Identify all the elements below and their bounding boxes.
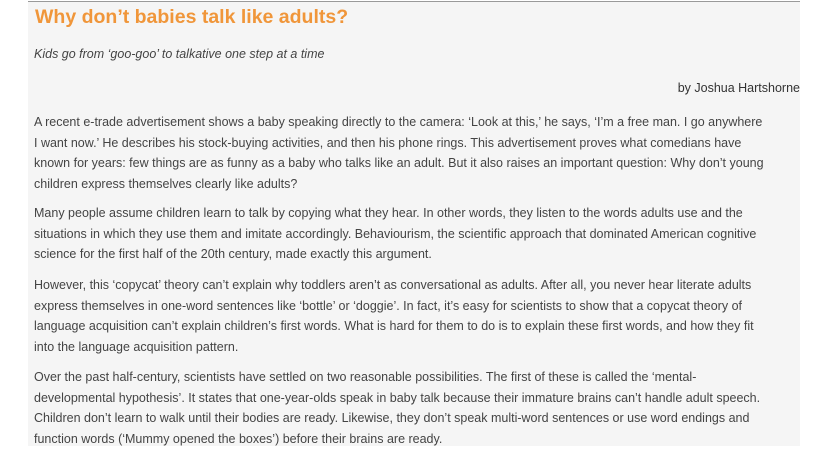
paragraph-line: Over the past half-century, scientists have settled on two reasonable possibilities. The first of these is called the ‘mental- <box>34 370 697 384</box>
article-byline: by Joshua Hartshorne <box>677 81 800 95</box>
article-title: Why don’t babies talk like adults? <box>35 6 349 28</box>
paragraph-4 <box>34 367 800 446</box>
paragraph-line: children express themselves clearly like adults? <box>34 176 298 191</box>
paragraph-line: situations in which they use them and imitate accordingly. Behaviourism, the scientific approach that dominated American cognitive <box>34 226 757 241</box>
paragraph-line: science for the first half of the 20th century, made exactly this argument. <box>34 247 432 261</box>
paragraph-2 <box>34 203 800 265</box>
paragraph-line: However, this ‘copycat’ theory can’t explain why toddlers aren’t as conversational as adults. After all, you never hear literate adults <box>34 278 752 292</box>
paragraph-line: developmental hypothesis’. It states that one-year-olds speak in baby talk because their immature brains can’t handle adult speech. <box>34 390 761 405</box>
paragraph-line: A recent e-trade advertisement shows a baby speaking directly to the camera: ‘Look at this,’ he says, ‘I’m a free man. I go anywhere <box>34 115 763 129</box>
article-panel <box>28 2 800 446</box>
paragraph-line: into the language acquisition pattern. <box>34 339 239 354</box>
paragraph-line: Children don’t learn to walk until their bodies are ready. Likewise, they don’t speak multi-word sentences or use word endings and <box>34 411 750 425</box>
paragraph-line: known for years: few things are as funny as a baby who talks like an adult. But it also raises an important question: Why don’t young <box>34 156 764 170</box>
paragraph-line: I want now.’ He describes his stock-buying activities, and then his phone rings. This advertisement proves what comedians have <box>34 135 742 150</box>
paragraph-1 <box>34 112 800 194</box>
paragraph-line: express themselves in one-word sentences like ‘bottle’ or ‘doggie’. In fact, it’s easy for scientists to show that a copycat theory of <box>34 298 742 313</box>
paragraph-line: Many people assume children learn to talk by copying what they hear. In other words, they listen to the words adults use and the <box>34 206 743 220</box>
paragraph-line: function words (‘Mummy opened the boxes’) before their brains are ready. <box>34 431 443 446</box>
article-subtitle: Kids go from ‘goo-goo’ to talkative one step at a time <box>34 47 325 61</box>
paragraph-line: language acquisition can’t explain children’s first words. What is hard for them to do is to explain these first words, and how they fit <box>34 319 754 333</box>
paragraph-3 <box>34 275 800 357</box>
